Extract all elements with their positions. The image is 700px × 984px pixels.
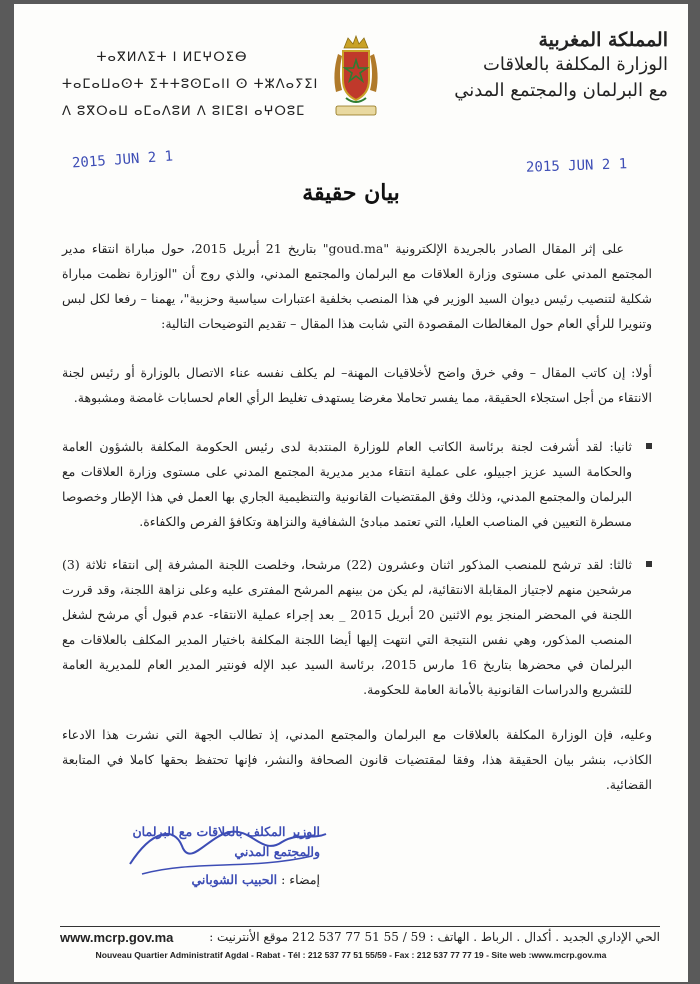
intro-paragraph: على إثر المقال الصادر بالجريدة الإلكترونية "goud.ma" بتاريخ 21 أبريل 2015، حول مباراة انتقاء مدير المجتمع المدني على مستوى وزارة العلاقات مع البرلمان والمجتمع المدني، والذي روج أن "الوزارة نظمت مباراة شكلية لتنصيب رئيس ديوان السيد الوزير في هذا المنصب بخلفية اعتبارات سياسية وحزبية"، يهمنا – رفعا لكل لبس وتنويرا للرأي العام حول المغالطات المقصودة التي شابت هذا المقال – تقديم التوضيحات التالية:	[62, 241, 652, 331]
signature-label: إمضاء :	[281, 872, 320, 887]
tifinagh-line-3: ⴷ ⵓⴳⵔⴰⵡ ⴰⵎⴰⴷⵓⵍ ⴷ ⵓⵏⵎⵓⵏ ⴰⵖⵔⵓⵎ	[62, 104, 306, 119]
signatory-name: الحبيب الشوباني	[191, 872, 278, 887]
footer-french-address: Nouveau Quartier Administratif Agdal - Rabat - Tél : 212 537 77 51 55/59 - Fax : 212 537 77 77 19 - Site web :www.mcrp.gov.ma	[95, 950, 607, 960]
kingdom-name: المملكة المغربية	[538, 29, 668, 51]
signature-block	[110, 822, 320, 890]
arabic-header	[438, 28, 668, 104]
tifinagh-header	[62, 44, 319, 125]
signature-line	[110, 870, 320, 890]
date-stamp-left: 2015 JUN 2 1	[71, 148, 174, 172]
date-stamp-right: 2015 JUN 2 1	[525, 156, 628, 176]
point-three-item	[62, 552, 652, 702]
tifinagh-line-1: ⵜⴰⴳⵍⴷⵉⵜ ⵏ ⵍⵎⵖⵔⵉⴱ	[96, 50, 248, 65]
document-body	[62, 236, 652, 797]
footer-website: www.mcrp.gov.ma	[60, 930, 174, 945]
conclusion-paragraph: وعليه، فإن الوزارة المكلفة بالعلاقات مع البرلمان والمجتمع المدني، إذ تطالب الجهة التي نشرت هذا الادعاء الكاذب، بنشر بيان الحقيقة هذا، وفقا لمقتضيات قانون الصحافة والنشر، فإنها تحتفظ بحقها كاملا في المتابعة القضائية.	[62, 727, 652, 792]
document-page	[14, 4, 688, 982]
ministry-name-line-2: مع البرلمان والمجتمع المدني	[454, 80, 668, 101]
point-two-paragraph: ثانيا: لقد أشرفت لجنة برئاسة الكاتب العام للوزارة المنتدبة لدى رئيس الحكومة المكلفة بالشؤون العامة والحكامة السيد عزيز اجبيلو، على عملية انتقاء مدير مديرية المجتمع المدني على مستوى وزارة العلاقات مع البرلمان والمجتمع المدني، وذلك وفق المقتضيات القانونية والتنظيمية الجاري بها العمل في هذا الإطار وخصوصا مسطرة التعيين في المناصب العليا، التي تعتمد مبادئ الشفافية والنزاهة وتكافؤ الفرص والكفاءة.	[62, 439, 632, 529]
bullet-icon	[646, 443, 652, 449]
moroccan-coat-of-arms-icon	[326, 34, 386, 120]
footer-arabic-address: الحي الإداري الجديد . أكدال . الرباط . الهاتف : 59 / 55 51 77 537 212 موقع الأنترنيت :	[209, 930, 660, 944]
tifinagh-line-2: ⵜⴰⵎⴰⵡⴰⵙⵜ ⵉⵜⵜⵓⵙⵎⴰⵏⵏ ⵙ ⵜⵣⴷⴰⵢⵉⵏ	[62, 77, 319, 92]
bullet-icon	[646, 561, 652, 567]
signatory-title-line-2: والمجتمع المدني	[234, 844, 320, 859]
point-one-paragraph: أولا: إن كاتب المقال – وفي خرق واضح لأخلاقيات المهنة– لم يكلف نفسه عناء الاتصال بالوزارة أو رئيس لجنة الانتقاء من أجل استجلاء الحقيقة، مما يفسر تحاملا مغرضا يستهدف تغليط الرأي العام لحسابات غامضة ومشبوهة.	[62, 365, 652, 405]
point-two-item	[62, 434, 652, 534]
point-three-paragraph: ثالثا: لقد ترشح للمنصب المذكور اثنان وعشرون (22) مرشحا، وخلصت اللجنة المشرفة إلى انتقاء ثلاثة (3) مرشحين منهم لاجتياز المقابلة الانتقائية، لم يكن من بينهم المرشح المفترى عليه وعلى نزاهة اللجنة، وقد قررت اللجنة في المحضر المنجز يوم الاثنين 20 أبريل 2015 _ بعد إجراء عملية الانتقاء- عدم قبول أي مرشح لشغل المنصب المذكور، وهي نفس النتيجة التي انتهت إليها أيضا اللجنة المكلفة باختيار المدير المكلف بالعلاقات مع البرلمان في محضرها بتاريخ 16 مارس 2015، برئاسة السيد عبد الإله فونتير المدير العام للمديرية العامة للتشريع والدراسات القانونية بالأمانة العامة للحكومة.	[62, 557, 633, 697]
document-title: بيان حقيقة	[302, 180, 400, 206]
footer-divider	[60, 926, 660, 927]
signatory-title-line-1: الوزير المكلف بالعلاقات مع البرلمان	[132, 824, 320, 839]
ministry-name-line-1: الوزارة المكلفة بالعلاقات	[482, 54, 668, 75]
